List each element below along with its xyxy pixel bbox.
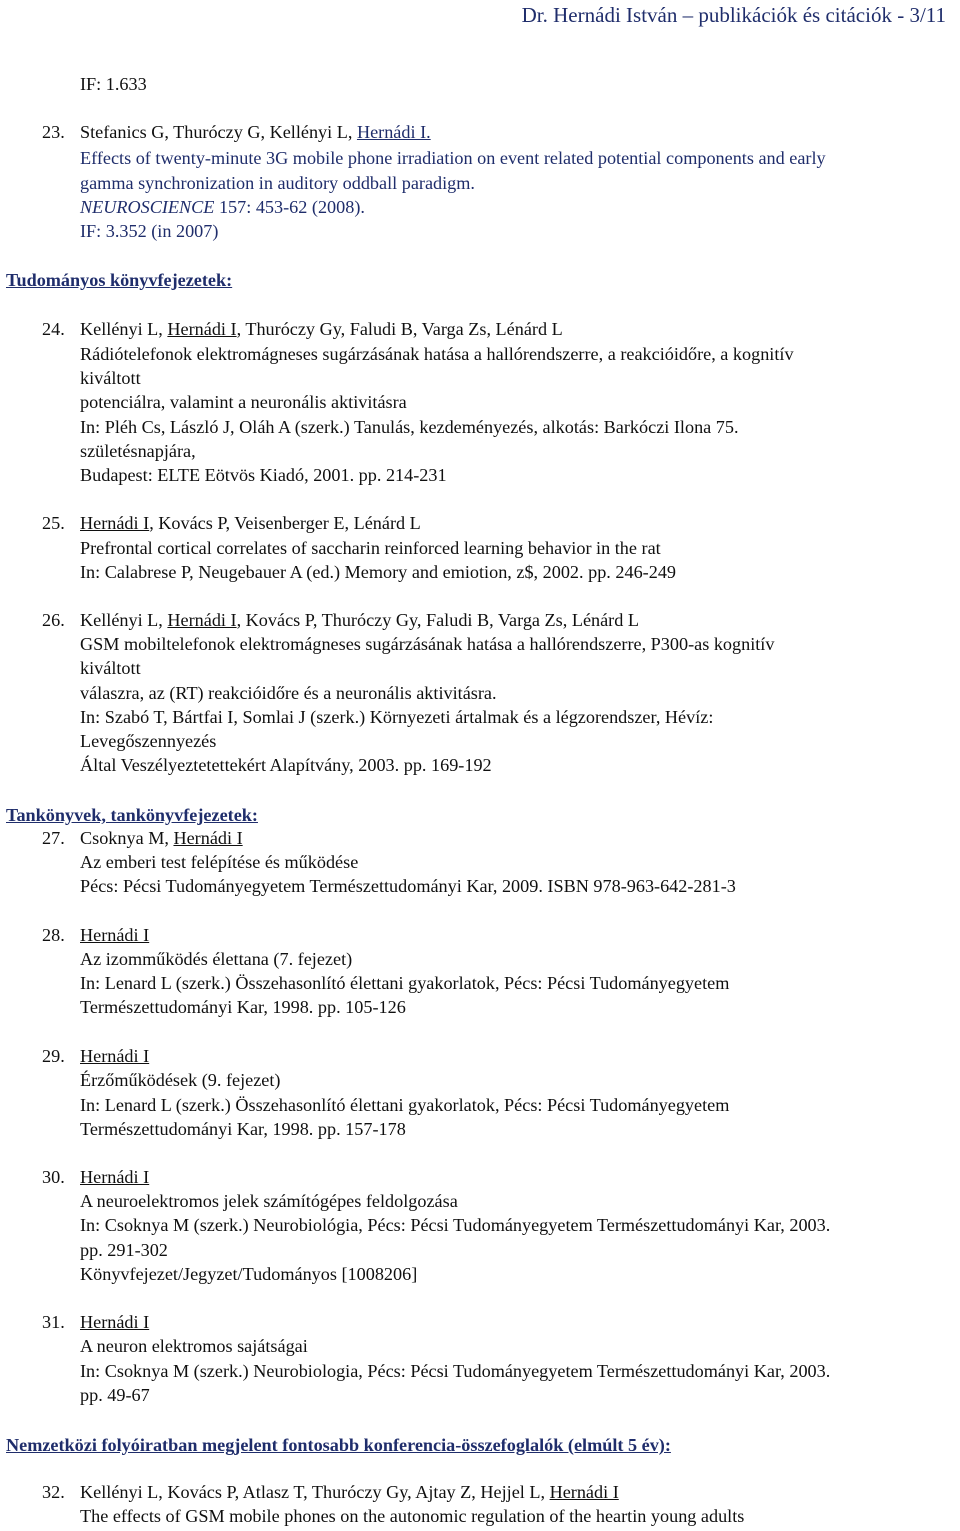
entry-authors bbox=[80, 1311, 149, 1333]
entry-line: In: Csoknya M (szerk.) Neurobiologia, Pécs: Pécsi Tudományegyetem Természettudományi Kar, 2003. bbox=[80, 1361, 831, 1381]
entry-line: In: Pléh Cs, László J, Oláh A (szerk.) Tanulás, kezdeményezés, alkotás: Barkóczi Ilona 75. bbox=[80, 417, 739, 437]
entry-line: potenciálra, valamint a neuronális aktivitásra bbox=[80, 392, 407, 412]
entry-line: Rádiótelefonok elektromágneses sugárzásának hatása a hallórendszerre, a reakcióidőre, a kognitív bbox=[80, 344, 794, 364]
entry-line: Budapest: ELTE Eötvös Kiadó, 2001. pp. 214-231 bbox=[80, 465, 447, 485]
authors-text: Kellényi L, bbox=[80, 610, 168, 630]
author-self-link[interactable]: Hernádi I bbox=[167, 319, 237, 339]
entry-line: Természettudományi Kar, 1998. pp. 105-126 bbox=[80, 997, 406, 1017]
entry-line: A neuron elektromos sajátságai bbox=[80, 1336, 308, 1356]
authors-text: , Kovács P, Veisenberger E, Lénárd L bbox=[149, 513, 421, 533]
entry-line: In: Calabrese P, Neugebauer A (ed.) Memory and emiotion, z$, 2002. pp. 246-249 bbox=[80, 562, 677, 582]
entry-line: In: Szabó T, Bártfai I, Somlai J (szerk.) Környezeti ártalmak és a légzorendszer, Hévíz: bbox=[80, 707, 714, 727]
entry-line: születésnapjára, bbox=[80, 441, 196, 461]
entry-number: 31. bbox=[42, 1312, 65, 1332]
entry-authors bbox=[80, 609, 639, 631]
authors-text: Stefanics G, Thuróczy G, Kellényi L, bbox=[80, 122, 357, 142]
entry-authors bbox=[80, 924, 149, 946]
author-self-link[interactable]: Hernádi I bbox=[80, 1312, 150, 1332]
impact-factor: IF: 1.633 bbox=[80, 74, 147, 94]
entry-line: pp. 49-67 bbox=[80, 1385, 150, 1405]
entry-authors bbox=[80, 1481, 619, 1503]
author-self-link[interactable]: Hernádi I. bbox=[356, 122, 431, 142]
entry-line: Által Veszélyeztetettekért Alapítvány, 2003. pp. 169-192 bbox=[80, 755, 492, 775]
entry-line: Az izomműködés élettana (7. fejezet) bbox=[80, 949, 353, 969]
entry-number: 27. bbox=[42, 828, 65, 848]
entry-line: The effects of GSM mobile phones on the autonomic regulation of the heartin young adults bbox=[80, 1506, 745, 1526]
authors-text: Csoknya M, bbox=[80, 828, 174, 848]
entry-line: pp. 291-302 bbox=[80, 1240, 168, 1260]
entry-line: válaszra, az (RT) reakcióidőre és a neuronális aktivitásra. bbox=[80, 683, 497, 703]
author-self-link[interactable]: Hernádi I bbox=[80, 513, 150, 533]
authors-text: Kellényi L, bbox=[80, 319, 168, 339]
authors-text: , Thuróczy Gy, Faludi B, Varga Zs, Lénárd L bbox=[236, 319, 563, 339]
section-title: Nemzetközi folyóiratban megjelent fontosabb konferencia-összefoglalók (elmúlt 5 év): bbox=[6, 1435, 671, 1455]
entry-authors bbox=[80, 1166, 149, 1188]
page-header: Dr. Hernádi István – publikációk és citációk - 3/11 bbox=[521, 3, 946, 27]
entry-number: 25. bbox=[42, 513, 65, 533]
entry-line: Érzőműködések (9. fejezet) bbox=[80, 1070, 281, 1090]
author-self-link[interactable]: Hernádi I bbox=[80, 1167, 150, 1187]
entry-title: Effects of twenty-minute 3G mobile phone irradiation on event related potential components and early bbox=[80, 148, 826, 168]
entry-authors bbox=[80, 512, 421, 534]
entry-number: 24. bbox=[42, 319, 65, 339]
section-title: Tudományos könyvfejezetek: bbox=[6, 270, 233, 290]
entry-number: 29. bbox=[42, 1046, 65, 1066]
author-self-link[interactable]: Hernádi I bbox=[167, 610, 237, 630]
entry-line: Az emberi test felépítése és működése bbox=[80, 852, 359, 872]
author-self-link[interactable]: Hernádi I bbox=[80, 925, 150, 945]
entry-line: In: Lenard L (szerk.) Összehasonlító élettani gyakorlatok, Pécs: Pécsi Tudományegyetem bbox=[80, 1095, 730, 1115]
entry-line: GSM mobiltelefonok elektromágneses sugárzásának hatása a hallórendszerre, P300-as kognitív bbox=[80, 634, 775, 654]
entry-line: kiváltott bbox=[80, 368, 141, 388]
entry-line: A neuroelektromos jelek számítógépes feldolgozása bbox=[80, 1191, 458, 1211]
journal-details: 157: 453-62 (2008). bbox=[214, 197, 365, 217]
section-title: Tankönyvek, tankönyvfejezetek: bbox=[6, 805, 258, 825]
author-self-link[interactable]: Hernádi I bbox=[80, 1046, 150, 1066]
entry-number: 26. bbox=[42, 610, 65, 630]
authors-text: , Kovács P, Thuróczy Gy, Faludi B, Varga Zs, Lénárd L bbox=[236, 610, 639, 630]
entry-line: In: Lenard L (szerk.) Összehasonlító élettani gyakorlatok, Pécs: Pécsi Tudományegyetem bbox=[80, 973, 730, 993]
entry-line: Természettudományi Kar, 1998. pp. 157-178 bbox=[80, 1119, 406, 1139]
entry-line: kiváltott bbox=[80, 658, 141, 678]
author-self-link[interactable]: Hernádi I bbox=[549, 1482, 619, 1502]
impact-factor: IF: 3.352 (in 2007) bbox=[80, 221, 219, 241]
entry-authors bbox=[80, 121, 431, 143]
entry-authors bbox=[80, 318, 563, 340]
entry-line: Könyvfejezet/Jegyzet/Tudományos [1008206] bbox=[80, 1264, 418, 1284]
entry-line: In: Csoknya M (szerk.) Neurobiológia, Pécs: Pécsi Tudományegyetem Természettudományi Kar, 2003. bbox=[80, 1215, 831, 1235]
entry-number: 32. bbox=[42, 1482, 65, 1502]
entry-line: Pécs: Pécsi Tudományegyetem Természettudományi Kar, 2009. ISBN 978-963-642-281-3 bbox=[80, 876, 736, 896]
author-self-link[interactable]: Hernádi I bbox=[173, 828, 243, 848]
entry-number: 28. bbox=[42, 925, 65, 945]
entry-number: 23. bbox=[42, 122, 65, 142]
authors-text: Kellényi L, Kovács P, Atlasz T, Thuróczy Gy, Ajtay Z, Hejjel L, bbox=[80, 1482, 550, 1502]
journal-name: NEUROSCIENCE bbox=[80, 197, 215, 217]
entry-authors bbox=[80, 1045, 149, 1067]
entry-authors bbox=[80, 827, 243, 849]
entry-number: 30. bbox=[42, 1167, 65, 1187]
entry-title: gamma synchronization in auditory oddball paradigm. bbox=[80, 173, 475, 193]
entry-journal bbox=[80, 196, 365, 218]
entry-line: Levegőszennyezés bbox=[80, 731, 217, 751]
entry-line: Prefrontal cortical correlates of saccharin reinforced learning behavior in the rat bbox=[80, 538, 661, 558]
